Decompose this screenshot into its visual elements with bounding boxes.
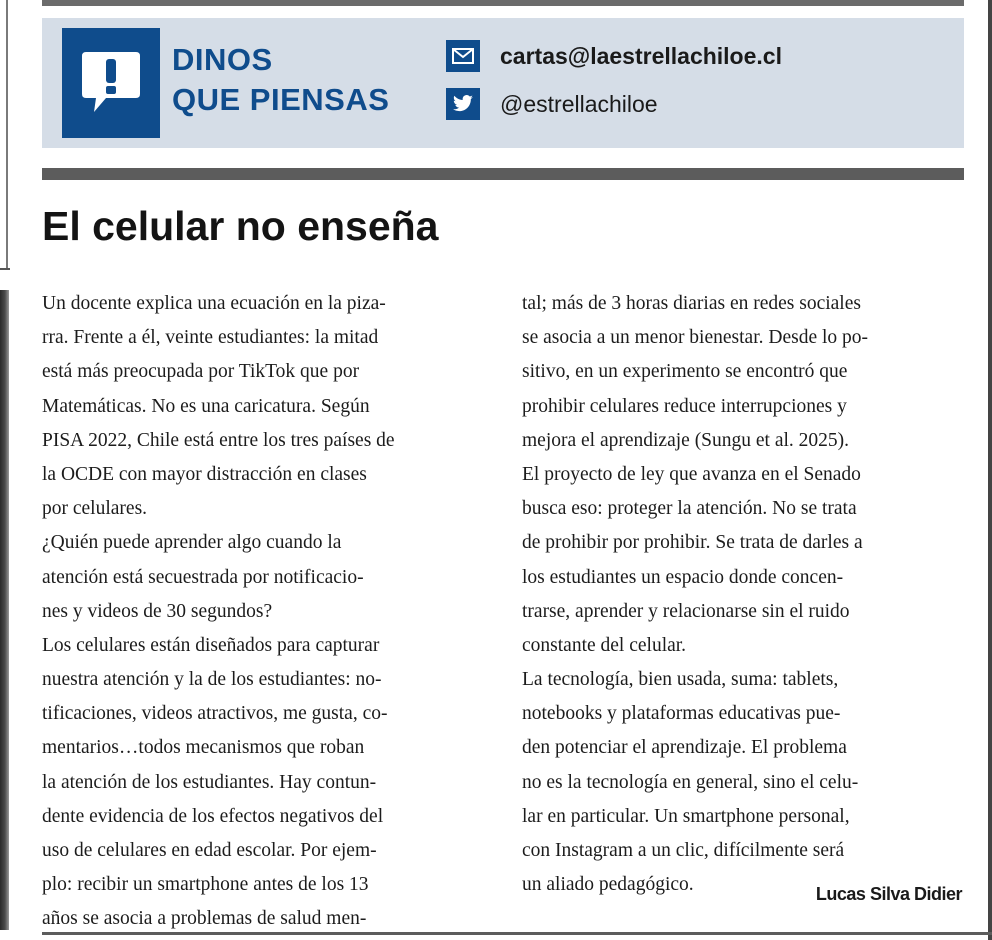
twitter-handle-link[interactable]: @estrellachiloe xyxy=(500,90,658,117)
email-contact xyxy=(446,40,782,72)
twitter-bird-icon xyxy=(446,88,480,120)
article-text-line: mentarios…todos mecanismos que roban xyxy=(42,737,365,759)
article-text-line: la atención de los estudiantes. Hay contun- xyxy=(42,771,377,793)
article-text-line: El proyecto de ley que avanza en el Senado xyxy=(522,463,861,485)
article-text-line: La tecnología, bien usada, suma: tablets, xyxy=(522,669,839,691)
article-text-line: Matemáticas. No es una caricatura. Según xyxy=(42,395,370,417)
adjacent-photo-edge xyxy=(0,290,9,930)
article-text-line: ¿Quién puede aprender algo cuando la xyxy=(42,532,342,554)
article-text-line: de prohibir por prohibir. Se trata de darles a xyxy=(522,532,863,554)
article-text-line: tificaciones, videos atractivos, me gusta, co- xyxy=(42,703,388,725)
article-text-line: está más preocupada por TikTok que por xyxy=(42,361,360,383)
section-divider xyxy=(42,168,964,180)
article-text-line: nuestra atención y la de los estudiantes: no- xyxy=(42,669,382,691)
article-text-line: con Instagram a un clic, difícilmente será xyxy=(522,840,845,861)
article-text-line: PISA 2022, Chile está entre los tres países de xyxy=(42,429,395,451)
twitter-contact xyxy=(446,88,658,120)
article-column-2 xyxy=(522,287,972,902)
article-text-line: los estudiantes un espacio donde concen- xyxy=(522,566,844,588)
article-text-line: den potenciar el aprendizaje. El problema xyxy=(522,737,847,759)
article-text-line: lar en particular. Un smartphone personal, xyxy=(522,805,850,827)
top-divider xyxy=(42,0,964,6)
article-text-line: tal; más de 3 horas diarias en redes sociales xyxy=(522,293,861,314)
article-text-line: por celulares. xyxy=(42,498,148,520)
article-text-line: busca eso: proteger la atención. No se trata xyxy=(522,498,857,520)
contact-section-title xyxy=(172,40,389,120)
article-text-line: prohibir celulares reduce interrupciones y xyxy=(522,395,847,417)
article-text-line: Los celulares están diseñados para capturar xyxy=(42,634,380,656)
article-text-line: la OCDE con mayor distracción en clases xyxy=(42,463,367,485)
article-text-line: trarse, aprender y relacionarse sin el ruido xyxy=(522,600,850,622)
article-column-1 xyxy=(42,287,492,937)
email-address-link[interactable]: cartas@laestrellachiloe.cl xyxy=(500,42,782,69)
article-text-line: nes y videos de 30 segundos? xyxy=(42,600,273,622)
article-headline: El celular no enseña xyxy=(42,203,439,249)
adjacent-column-edge xyxy=(0,0,8,270)
article-text-line: sitivo, en un experimento se encontró que xyxy=(522,361,848,383)
article-text-line: constante del celular. xyxy=(522,634,687,656)
adjacent-column-rule xyxy=(0,268,10,270)
envelope-icon xyxy=(446,40,480,72)
bottom-divider xyxy=(42,932,992,935)
author-signature: Lucas Silva Didier xyxy=(815,884,962,904)
exclamation-speech-bubble-icon xyxy=(62,28,160,138)
article-text-line: años se asocia a problemas de salud men- xyxy=(42,908,367,930)
article-text-line: notebooks y plataformas educativas pue- xyxy=(522,703,841,725)
article-text-line: no es la tecnología en general, sino el celu- xyxy=(522,771,859,793)
article-text-line: uso de celulares en edad escolar. Por ejem- xyxy=(42,840,377,861)
article-text-line: se asocia a un menor bienestar. Desde lo po- xyxy=(522,327,869,349)
contact-title-line1: DINOS xyxy=(172,42,273,77)
page-right-edge xyxy=(988,0,992,940)
article-text-line: mejora el aprendizaje (Sungu et al. 2025). xyxy=(522,429,850,451)
article-text-line: rra. Frente a él, veinte estudiantes: la mitad xyxy=(42,327,379,349)
article-text-line: un aliado pedagógico. xyxy=(522,874,694,896)
article-text-line: atención está secuestrada por notificacio- xyxy=(42,566,364,588)
article-text-line: Un docente explica una ecuación en la piza- xyxy=(42,293,386,314)
article-text-line: plo: recibir un smartphone antes de los 13 xyxy=(42,874,369,896)
contact-title-line2: QUE PIENSAS xyxy=(172,82,390,117)
article-text-line: dente evidencia de los efectos negativos del xyxy=(42,805,384,827)
